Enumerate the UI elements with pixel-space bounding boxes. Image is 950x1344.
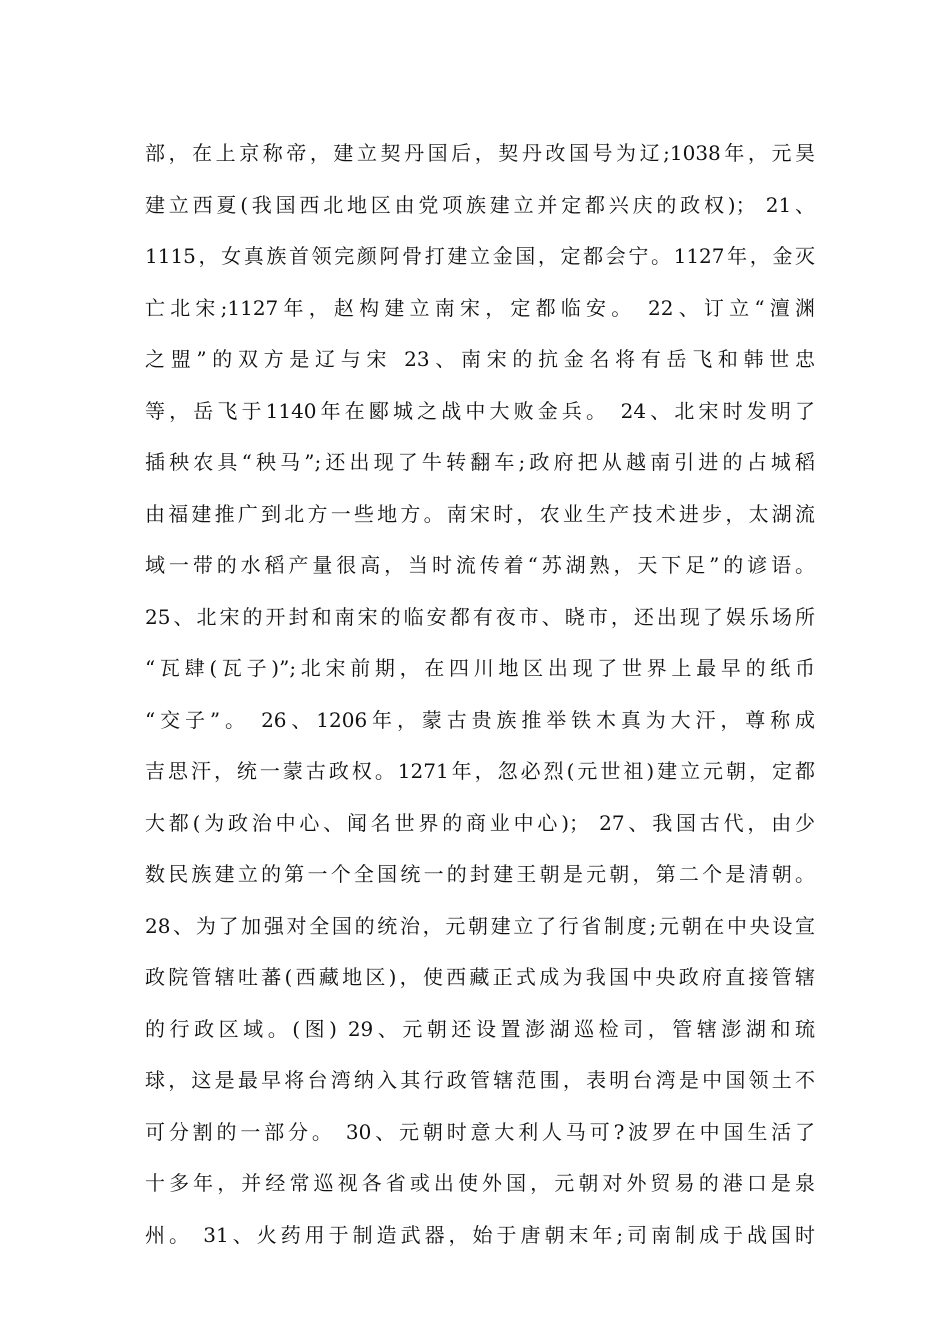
text-line-9: 域一带的水稻产量很高，当时流传着“苏湖熟，天下足”的谚语。 <box>145 553 815 577</box>
text-line-15: 数民族建立的第一个全国统一的封建王朝是元朝，第二个是清朝。 <box>145 862 815 886</box>
text-line-6: 等，岳飞于1140年在郾城之战中大败金兵。 24、北宋时发明了 <box>145 398 815 423</box>
text-line-3: 1115，女真族首领完颜阿骨打建立金国，定都会宁。1127年，金灭 <box>145 244 815 268</box>
text-line-22: 州。 31、火药用于制造武器，始于唐朝末年;司南制成于战国时 <box>145 1222 815 1247</box>
text-line-11: “瓦肆(瓦子)”;北宋前期，在四川地区出现了世界上最早的纸币 <box>145 656 815 680</box>
body-text <box>145 128 815 1261</box>
text-line-4: 亡北宋;1127年，赵构建立南宋，定都临安。 22、订立“澶渊 <box>145 295 815 320</box>
text-line-14: 大都(为政治中心、闻名世界的商业中心)； 27、我国古代，由少 <box>145 810 815 835</box>
text-line-5: 之盟”的双方是辽与宋 23、南宋的抗金名将有岳飞和韩世忠 <box>145 347 815 371</box>
text-line-18: 的行政区域。(图) 29、元朝还设置澎湖巡检司，管辖澎湖和琉 <box>145 1016 815 1041</box>
text-line-21: 十多年，并经常巡视各省或出使外国，元朝对外贸易的港口是泉 <box>145 1171 815 1195</box>
text-line-2: 建立西夏(我国西北地区由党项族建立并定都兴庆的政权)； 21、 <box>145 192 815 217</box>
text-line-1: 部，在上京称帝，建立契丹国后，契丹改国号为辽;1038年，元昊 <box>145 141 815 165</box>
text-line-7: 插秧农具“秧马”;还出现了牛转翻车;政府把从越南引进的占城稻 <box>145 450 815 474</box>
text-line-12: “交子”。 26、1206年，蒙古贵族推举铁木真为大汗，尊称成 <box>145 707 815 732</box>
text-line-16: 28、为了加强对全国的统治，元朝建立了行省制度;元朝在中央设宣 <box>145 913 815 938</box>
text-line-19: 球，这是最早将台湾纳入其行政管辖范围，表明台湾是中国领土不 <box>145 1068 815 1092</box>
text-line-13: 吉思汗，统一蒙古政权。1271年，忽必烈(元世祖)建立元朝，定都 <box>145 759 815 783</box>
text-line-17: 政院管辖吐蕃(西藏地区)，使西藏正式成为我国中央政府直接管辖 <box>145 965 815 989</box>
text-line-20: 可分割的一部分。 30、元朝时意大利人马可?波罗在中国生活了 <box>145 1119 815 1144</box>
text-line-8: 由福建推广到北方一些地方。南宋时，农业生产技术进步，太湖流 <box>145 501 815 526</box>
text-line-10: 25、北宋的开封和南宋的临安都有夜市、晓市，还出现了娱乐场所 <box>145 604 815 629</box>
